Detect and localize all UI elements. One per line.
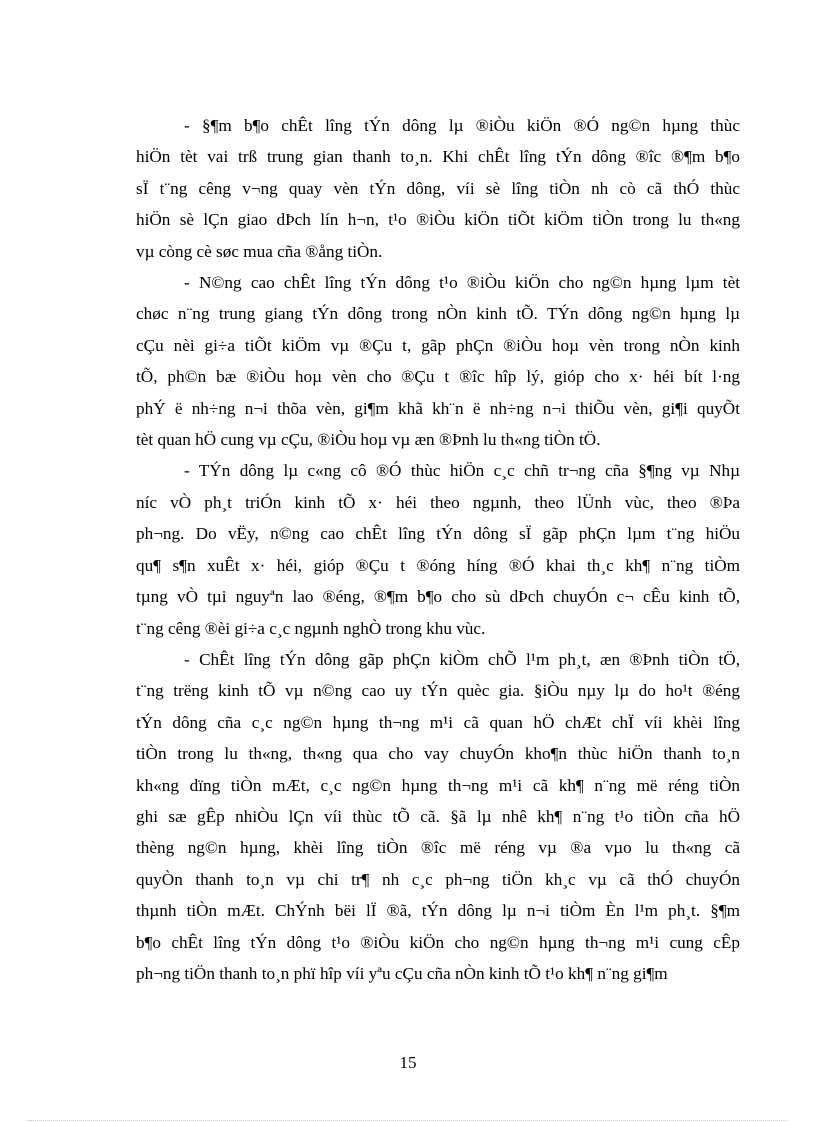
text-line: hiÖn tèt vai trß trung gian thanh to¸n. Khi chÊt lîng tÝn dông ®îc ®¶m b¶o	[136, 147, 740, 167]
text-line: t¨ng trëng kinh tÕ vµ n©ng cao uy tÝn quèc gia. §iÒu nµy lµ do ho¹t ®éng	[136, 681, 740, 701]
paragraph	[136, 267, 740, 455]
text-line: thµnh tiÒn mÆt. ChÝnh bëi lÏ ®ã, tÝn dông lµ n¬i tiÒm Èn l¹m ph¸t. §¶m	[136, 901, 740, 921]
text-line: t¨ng cêng ®èi gi÷a c¸c ngµnh nghÒ trong khu vùc.	[136, 618, 486, 638]
text-line: b¶o chÊt lîng tÝn dông t¹o ®iÒu kiÖn cho ng©n hµng th¬ng m¹i cung cÊp	[136, 932, 740, 952]
text-line: ph¬ng. Do vËy, n©ng cao chÊt lîng tÝn dông sÏ gãp phÇn lµm t¨ng hiÖu	[136, 524, 740, 544]
text-line: níc vÒ ph¸t triÓn kinh tÕ x· héi theo ngµnh, theo lÜnh vùc, theo ®Þa	[136, 492, 740, 512]
text-line: hiÖn sè lÇn giao dÞch lín h¬n, t¹o ®iÒu kiÖn tiÕt kiÖm tiÒn trong lu th«ng	[136, 210, 740, 230]
text-line: phÝ ë nh÷ng n¬i thõa vèn, gi¶m khã kh¨n ë nh÷ng n¬i thiÕu vèn, gi¶i quyÕt	[136, 398, 740, 418]
text-line: quyÒn thanh to¸n vµ chi tr¶ nh c¸c ph¬ng tiÖn kh¸c vµ cã thÓ chuyÓn	[136, 869, 740, 889]
text-line: tµng vÒ tµi nguyªn lao ®éng, ®¶m b¶o cho sù dÞch chuyÓn c¬ cÊu kinh tÕ,	[136, 587, 740, 607]
text-line: sÏ t¨ng cêng v¬ng quay vèn tÝn dông, víi sè lîng tiÒn nh cò cã thÓ thùc	[136, 178, 740, 198]
page-number: 15	[399, 1053, 417, 1072]
text-line: kh«ng dïng tiÒn mÆt, c¸c ng©n hµng th¬ng m¹i cã kh¶ n¨ng më réng tiÒn	[136, 775, 740, 795]
text-line: tÝn dông cña c¸c ng©n hµng th¬ng m¹i cã quan hÖ chÆt chÏ víi khèi lîng	[136, 712, 740, 732]
paragraph	[136, 644, 740, 989]
paragraph	[136, 455, 740, 643]
text-line: qu¶ s¶n xuÊt x· héi, gióp ®Çu t ®óng híng ®Ó khai th¸c kh¶ n¨ng tiÒm	[136, 555, 740, 575]
text-line: ghi sæ gÊp nhiÒu lÇn víi thùc tÕ cã. §ã lµ nhê kh¶ n¨ng t¹o tiÒn cña hÖ	[136, 806, 740, 826]
text-line: tÕ, ph©n bæ ®iÒu hoµ vèn cho ®Çu t ®îc hîp lý, gióp cho x· héi bít l·ng	[136, 367, 740, 387]
text-line: ph¬ng tiÖn thanh to¸n phï hîp víi yªu cÇu cña nÒn kinh tÕ t¹o kh¶ n¨ng gi¶m	[136, 963, 668, 983]
text-line: - TÝn dông lµ c«ng cô ®Ó thùc hiÖn c¸c chñ tr¬ng cña §¶ng vµ Nhµ	[184, 461, 740, 481]
text-line: vµ còng cè søc mua cña ®ång tiÒn.	[136, 241, 383, 261]
text-line: - ChÊt lîng tÝn dông gãp phÇn kiÒm chÕ l¹m ph¸t, æn ®Þnh tiÒn tÖ,	[184, 649, 740, 669]
paragraph	[136, 110, 740, 267]
text-line: tiÒn trong lu th«ng, th«ng qua cho vay chuyÓn kho¶n thùc hiÖn thanh to¸n	[136, 744, 740, 764]
text-line: tèt quan hÖ cung vµ cÇu, ®iÒu hoµ vµ æn ®Þnh lu th«ng tiÒn tÖ.	[136, 430, 601, 450]
text-line: - N©ng cao chÊt lîng tÝn dông t¹o ®iÒu kiÖn cho ng©n hµng lµm tèt	[184, 273, 740, 293]
text-line: cÇu nèi gi÷a tiÕt kiÖm vµ ®Çu t, gãp phÇn ®iÒu hoµ vèn trong nÒn kinh	[136, 335, 740, 355]
text-line: thèng ng©n hµng, khèi lîng tiÒn ®îc më réng vµ ®a vµo lu th«ng cã	[136, 838, 740, 858]
body-text	[136, 110, 740, 989]
page-bottom-divider	[28, 1120, 788, 1121]
text-line: chøc n¨ng trung giang tÝn dông trong nÒn kinh tÕ. TÝn dông ng©n hµng lµ	[136, 304, 740, 324]
text-line: - §¶m b¶o chÊt lîng tÝn dông lµ ®iÒu kiÖn ®Ó ng©n hµng thùc	[184, 116, 740, 135]
